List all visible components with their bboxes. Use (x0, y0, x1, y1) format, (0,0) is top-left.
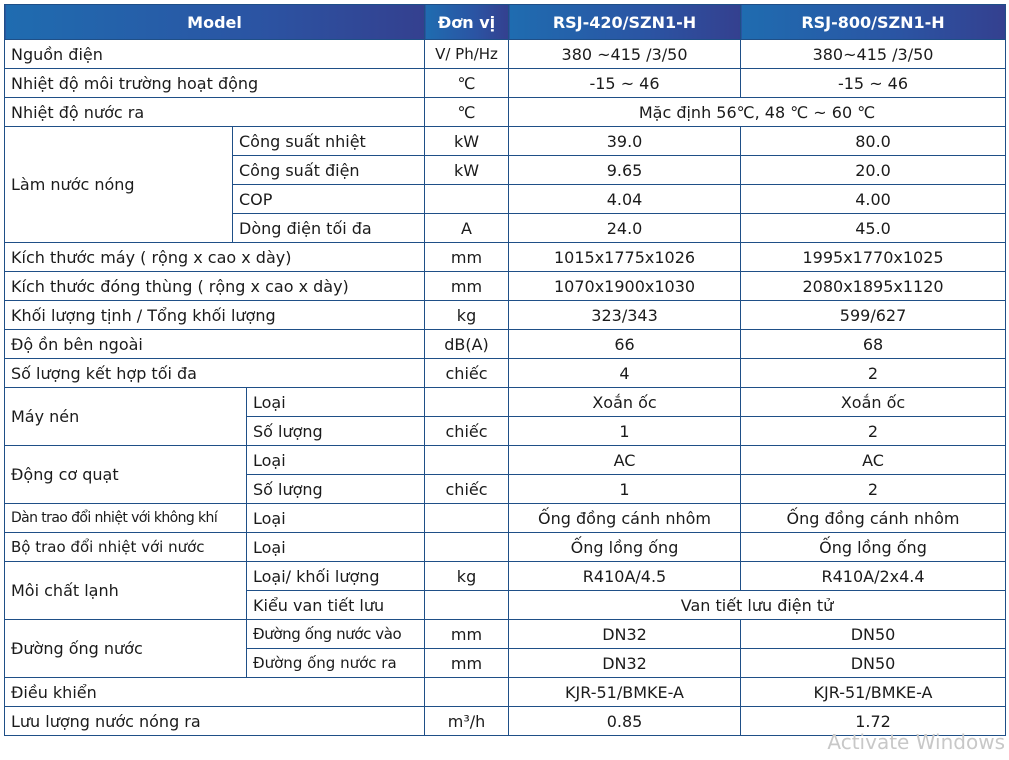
row-unit: kW (425, 127, 509, 156)
row-value-1: 66 (509, 330, 741, 359)
row-value-1: 39.0 (509, 127, 741, 156)
row-value-1: DN32 (509, 649, 741, 678)
row-label: Nhiệt độ môi trường hoạt động (5, 69, 425, 98)
row-unit (425, 533, 509, 562)
table-row (5, 98, 1006, 127)
row-unit: chiếc (425, 475, 509, 504)
row-value-2: 380~415 /3/50 (741, 40, 1006, 69)
row-value-1: 4.04 (509, 185, 741, 214)
row-sublabel: Đường ống nước ra (247, 649, 425, 678)
row-value-2: 4.00 (741, 185, 1006, 214)
row-value-1: -15 ~ 46 (509, 69, 741, 98)
row-sublabel: Loại (247, 533, 425, 562)
row-value-1: 380 ~415 /3/50 (509, 40, 741, 69)
row-unit (425, 504, 509, 533)
row-value-2: 80.0 (741, 127, 1006, 156)
row-value-1: Ống đồng cánh nhôm (509, 504, 741, 533)
row-value-1: 323/343 (509, 301, 741, 330)
row-sublabel: Số lượng (247, 475, 425, 504)
table-row (5, 562, 1006, 591)
row-unit: ℃ (425, 98, 509, 127)
table-row (5, 330, 1006, 359)
header-model: Model (5, 5, 425, 40)
row-value-2: 2 (741, 417, 1006, 446)
row-unit: mm (425, 620, 509, 649)
row-unit: chiếc (425, 359, 509, 388)
row-value-1: 1 (509, 417, 741, 446)
row-label: Kích thước máy ( rộng x cao x dày) (5, 243, 425, 272)
table-row (5, 272, 1006, 301)
row-unit: V/ Ph/Hz (425, 40, 509, 69)
row-value-2: DN50 (741, 649, 1006, 678)
row-unit: m³/h (425, 707, 509, 736)
row-label: Nguồn điện (5, 40, 425, 69)
table-row (5, 446, 1006, 475)
row-value-2: KJR-51/BMKE-A (741, 678, 1006, 707)
row-value-1: Xoắn ốc (509, 388, 741, 417)
row-value-1: 24.0 (509, 214, 741, 243)
row-value-2: R410A/2x4.4 (741, 562, 1006, 591)
row-unit: A (425, 214, 509, 243)
table-row (5, 301, 1006, 330)
row-value-2: AC (741, 446, 1006, 475)
row-unit: ℃ (425, 69, 509, 98)
group-label-compressor: Máy nén (5, 388, 247, 446)
row-label: Độ ồn bên ngoài (5, 330, 425, 359)
row-value-2: 2080x1895x1120 (741, 272, 1006, 301)
row-sublabel: Công suất nhiệt (233, 127, 425, 156)
row-value-2: Ống lồng ống (741, 533, 1006, 562)
table-row (5, 127, 1006, 156)
row-sublabel: Số lượng (247, 417, 425, 446)
row-unit: kW (425, 156, 509, 185)
row-label: Số lượng kết hợp tối đa (5, 359, 425, 388)
table-row (5, 243, 1006, 272)
group-label-heating: Làm nước nóng (5, 127, 233, 243)
table-row (5, 388, 1006, 417)
row-label: Dàn trao đổi nhiệt với không khí (5, 504, 247, 533)
row-value-2: Ống đồng cánh nhôm (741, 504, 1006, 533)
row-label: Nhiệt độ nước ra (5, 98, 425, 127)
row-label: Kích thước đóng thùng ( rộng x cao x dày) (5, 272, 425, 301)
row-unit (425, 446, 509, 475)
row-sublabel: Loại (247, 504, 425, 533)
row-unit: kg (425, 562, 509, 591)
table-row (5, 504, 1006, 533)
row-value-2: 1.72 (741, 707, 1006, 736)
row-value-1: R410A/4.5 (509, 562, 741, 591)
row-unit: mm (425, 649, 509, 678)
table-row (5, 69, 1006, 98)
spec-table-container (4, 4, 1005, 736)
row-value-2: 20.0 (741, 156, 1006, 185)
row-sublabel: COP (233, 185, 425, 214)
group-label-fan-motor: Động cơ quạt (5, 446, 247, 504)
header-model-1: RSJ-420/SZN1-H (509, 5, 741, 40)
row-sublabel: Dòng điện tối đa (233, 214, 425, 243)
row-value-1: KJR-51/BMKE-A (509, 678, 741, 707)
table-header-row (5, 5, 1006, 40)
row-unit (425, 591, 509, 620)
row-value-2: Xoắn ốc (741, 388, 1006, 417)
row-value-merged: Mặc định 56℃, 48 ℃ ~ 60 ℃ (509, 98, 1006, 127)
row-sublabel: Kiểu van tiết lưu (247, 591, 425, 620)
row-value-merged: Van tiết lưu điện tử (509, 591, 1006, 620)
activation-watermark: Activate Windows (827, 730, 1005, 754)
row-unit (425, 185, 509, 214)
row-unit (425, 678, 509, 707)
row-value-1: 1070x1900x1030 (509, 272, 741, 301)
group-label-refrigerant: Môi chất lạnh (5, 562, 247, 620)
header-unit: Đơn vị (425, 5, 509, 40)
row-sublabel: Công suất điện (233, 156, 425, 185)
header-model-2: RSJ-800/SZN1-H (741, 5, 1006, 40)
row-label: Bộ trao đổi nhiệt với nước (5, 533, 247, 562)
row-unit: kg (425, 301, 509, 330)
row-value-1: Ống lồng ống (509, 533, 741, 562)
row-value-2: 68 (741, 330, 1006, 359)
row-value-2: DN50 (741, 620, 1006, 649)
row-value-2: 2 (741, 359, 1006, 388)
table-row (5, 678, 1006, 707)
row-value-1: 0.85 (509, 707, 741, 736)
row-value-2: 45.0 (741, 214, 1006, 243)
row-unit: dB(A) (425, 330, 509, 359)
table-row (5, 40, 1006, 69)
row-unit: mm (425, 272, 509, 301)
row-value-1: 9.65 (509, 156, 741, 185)
row-value-1: 1 (509, 475, 741, 504)
row-value-2: 1995x1770x1025 (741, 243, 1006, 272)
row-unit (425, 388, 509, 417)
row-label: Điều khiển (5, 678, 425, 707)
row-sublabel: Loại (247, 446, 425, 475)
row-label: Khối lượng tịnh / Tổng khối lượng (5, 301, 425, 330)
row-value-1: 4 (509, 359, 741, 388)
row-value-2: 2 (741, 475, 1006, 504)
table-row (5, 359, 1006, 388)
row-label: Lưu lượng nước nóng ra (5, 707, 425, 736)
row-unit: chiếc (425, 417, 509, 446)
row-value-1: 1015x1775x1026 (509, 243, 741, 272)
table-row (5, 620, 1006, 649)
row-sublabel: Loại (247, 388, 425, 417)
row-value-2: -15 ~ 46 (741, 69, 1006, 98)
row-value-2: 599/627 (741, 301, 1006, 330)
spec-table (4, 4, 1006, 736)
row-sublabel: Đường ống nước vào (247, 620, 425, 649)
row-unit: mm (425, 243, 509, 272)
group-label-water-pipe: Đường ống nước (5, 620, 247, 678)
row-sublabel: Loại/ khối lượng (247, 562, 425, 591)
row-value-1: AC (509, 446, 741, 475)
table-row (5, 533, 1006, 562)
row-value-1: DN32 (509, 620, 741, 649)
